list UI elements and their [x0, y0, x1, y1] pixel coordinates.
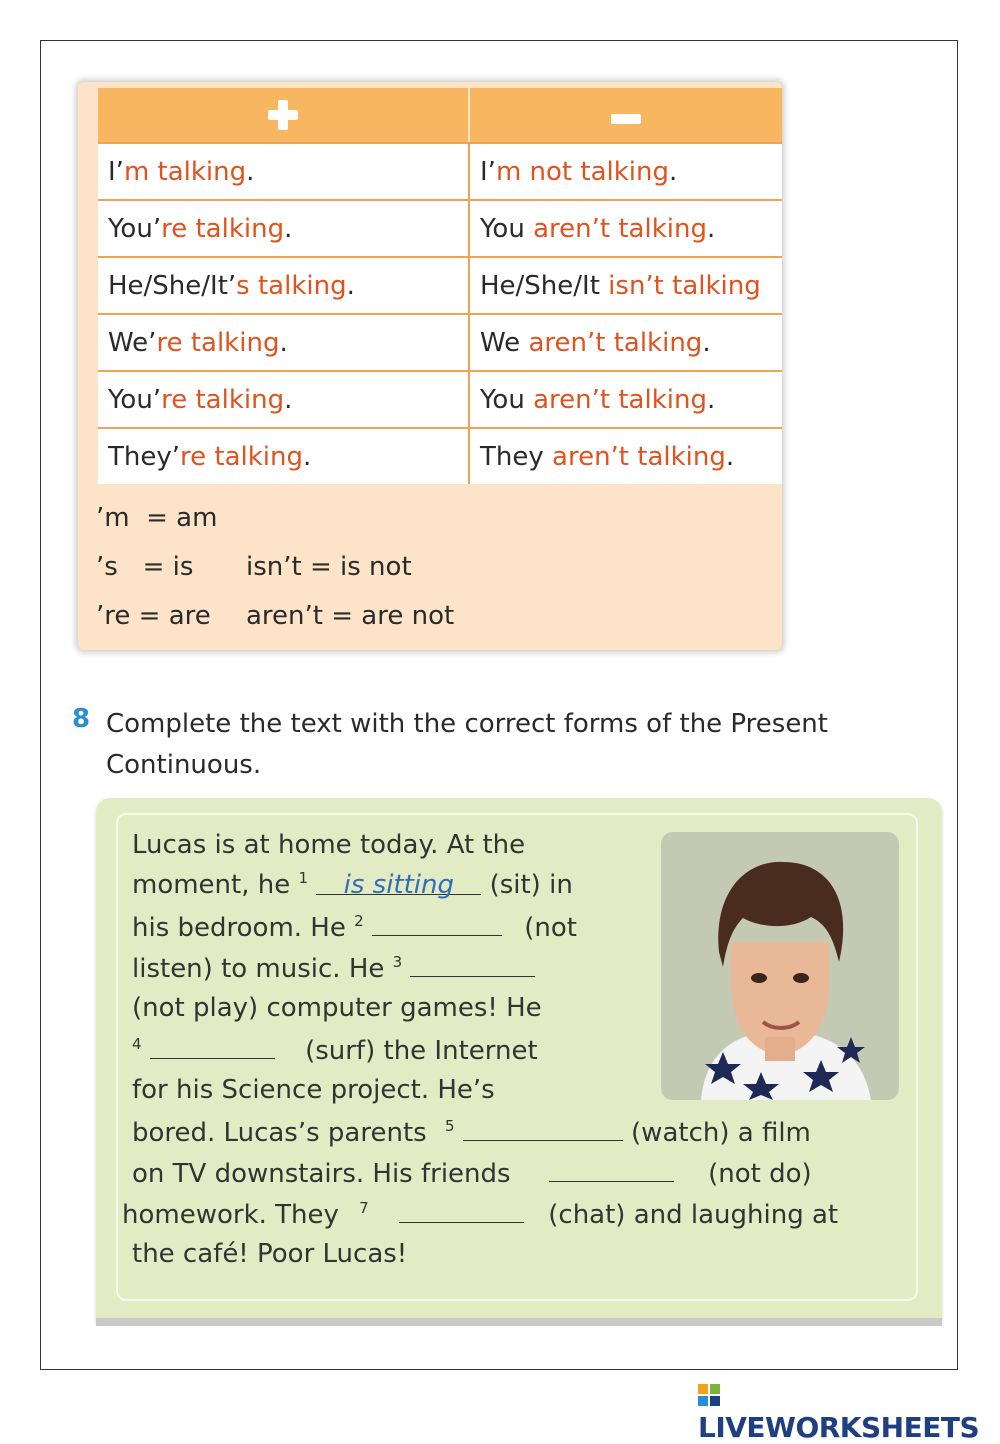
negative-cell: You aren’t talking . [468, 372, 782, 427]
grammar-table-row [98, 142, 782, 199]
negative-cell: He/She/It isn’t talking [468, 258, 782, 313]
affirmative-cell: We’ re talking . [108, 327, 288, 358]
affirmative-cell: You’ re talking . [108, 213, 293, 244]
liveworksheets-logo: LIVEWORKSHEETS [698, 1378, 1000, 1444]
answer-field-2[interactable] [372, 911, 502, 936]
affirmative-cell: They’ re talking . [108, 441, 312, 472]
negative-cell: We aren’t talking . [468, 315, 782, 370]
affirmative-cell: I’ m talking . [108, 156, 255, 187]
text-line-3: his bedroom. He $^2$ (not [132, 912, 577, 943]
gap-number-4: 4 [132, 1035, 142, 1053]
text-line-2: moment, he $^1$ is sitting (sit) in [132, 869, 573, 900]
text-line-11: the café! Poor Lucas! [132, 1239, 408, 1269]
negative-cell: You aren’t talking . [468, 201, 782, 256]
answer-field-3[interactable] [410, 952, 535, 977]
exercise-instruction: Complete the text with the correct forms of the Present Continuous. [106, 709, 828, 780]
plus-icon [268, 100, 298, 130]
gap-number-2: 2 [354, 912, 364, 930]
text-line-5: (not play) computer games! He [132, 993, 542, 1023]
boy-illustration [661, 832, 899, 1100]
grammar-table-row [98, 370, 782, 427]
liveworksheets-icon [698, 1384, 720, 1406]
gap-number-3: 3 [392, 953, 403, 971]
grammar-box [78, 82, 782, 650]
text-line-1: Lucas is at home today. At the [132, 830, 526, 860]
grammar-table-row [98, 427, 782, 484]
grammar-table-row [98, 256, 782, 313]
answer-field-7[interactable] [399, 1198, 524, 1223]
panel-shadow [96, 1318, 942, 1326]
grammar-table-row [98, 313, 782, 370]
exercise-number: 8 [72, 704, 91, 734]
grammar-table-row [98, 199, 782, 256]
header-affirmative [98, 88, 468, 142]
boy-photo [661, 832, 899, 1100]
answer-field-6[interactable] [549, 1157, 674, 1182]
gap-number-5: 5 [444, 1117, 455, 1135]
answer-field-5[interactable] [463, 1116, 623, 1141]
grammar-table-header [98, 88, 782, 142]
text-line-10: homework. They $^7$ (chat) and laughing at [122, 1199, 839, 1230]
text-line-8: bored. Lucas’s parents $^5$ (watch) a film [132, 1117, 811, 1148]
note-line: ’m = am [96, 503, 218, 533]
text-line-7: for his Science project. He’s [132, 1075, 495, 1105]
affirmative-cell: He/She/It’ s talking . [108, 270, 355, 301]
text-line-4: listen) to music. He $^3$ [132, 952, 535, 984]
note-line: ’s = is isn’t = is not [96, 552, 412, 582]
text-line-6: $^4$ (surf) the Internet [132, 1035, 538, 1066]
answer-field-1[interactable]: is sitting [316, 870, 481, 895]
minus-icon [611, 114, 641, 124]
negative-cell: They aren’t talking . [468, 429, 782, 484]
text-line-9: on TV downstairs. His friends (not do) [132, 1159, 812, 1189]
contraction-notes [96, 494, 454, 641]
affirmative-cell: You’ re talking . [108, 384, 293, 415]
gap-number-7: 7 [359, 1199, 369, 1217]
note-line: ’re = are aren’t = are not [96, 601, 455, 631]
answer-field-4[interactable] [150, 1034, 275, 1059]
header-negative [468, 88, 782, 142]
grammar-table [98, 88, 782, 484]
gap-number-1: 1 [298, 869, 309, 887]
negative-cell: I’ m not talking . [468, 144, 782, 199]
